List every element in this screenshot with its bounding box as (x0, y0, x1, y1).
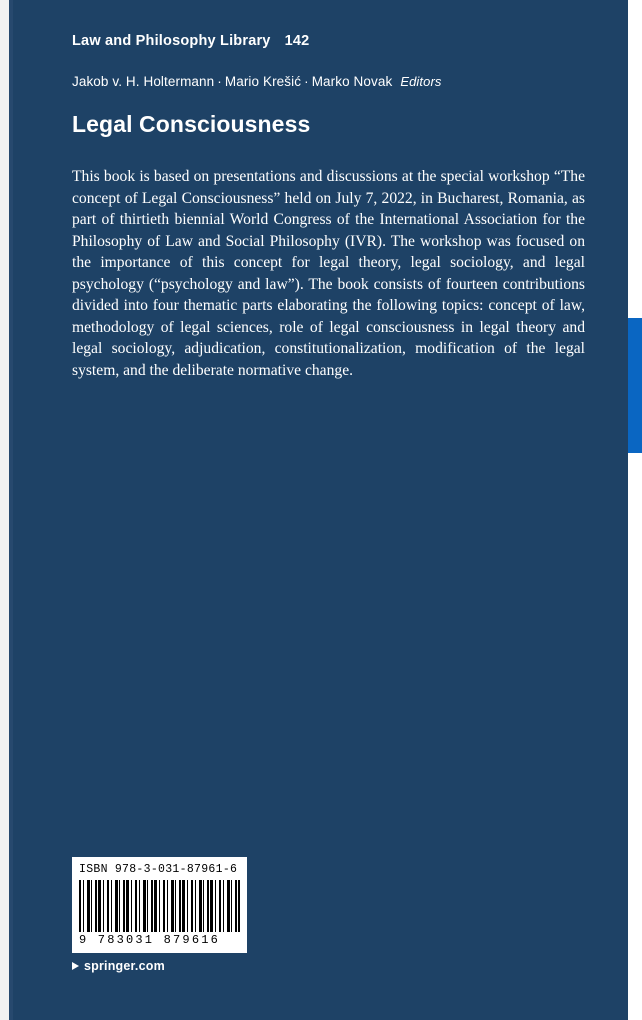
right-strip-white-top (628, 0, 642, 318)
right-strip-accent (628, 318, 642, 453)
publisher-label: springer.com (84, 959, 165, 973)
barcode-bars (79, 880, 240, 932)
editor-name-3: Marko Novak (311, 74, 393, 89)
book-blurb: This book is based on presentations and discussions at the special workshop “The concept of Legal Consciousness” held on July 7, 2022, in Bucharest, Romania, as part of thirtieth biennial World Congress of the International Association for the Philosophy of Law and Social Philosophy (IVR). The workshop was focused on the importance of this concept for legal theory, legal sociology, and legal psychology (“psychology and law”). The book consists of fourteen contributions divided into four thematic parts elaborating the following topics: concept of law, methodology of legal sciences, role of legal consciousness in legal theory and legal sociology, adjudication, constitutionalization, modification of the legal system, and the deliberate normative change. (72, 168, 585, 379)
editors-line (72, 74, 592, 89)
spine-edge (0, 0, 9, 1020)
series-name: Law and Philosophy Library (72, 33, 271, 49)
book-title: Legal Consciousness (72, 111, 311, 137)
isbn-label: ISBN (79, 863, 108, 876)
barcode-digits: 9 783031 879616 (79, 933, 221, 947)
editors-role: Editors (400, 74, 442, 89)
editor-name-1: Jakob v. H. Holtermann (72, 74, 215, 89)
editor-separator: · (217, 74, 222, 89)
isbn-line (79, 863, 240, 876)
barcode-block (72, 857, 247, 953)
cover-content (72, 0, 592, 381)
isbn-number: 978-3-031-87961-6 (114, 863, 238, 876)
editor-separator: · (304, 74, 309, 89)
publisher-line[interactable] (72, 959, 165, 973)
play-triangle-icon (72, 962, 79, 970)
series-number: 142 (284, 33, 310, 49)
spine-edge-inner (9, 0, 13, 1020)
right-strip-white-bottom (628, 453, 642, 1020)
editor-name-2: Mario Krešić (224, 74, 302, 89)
series-line (72, 33, 592, 49)
